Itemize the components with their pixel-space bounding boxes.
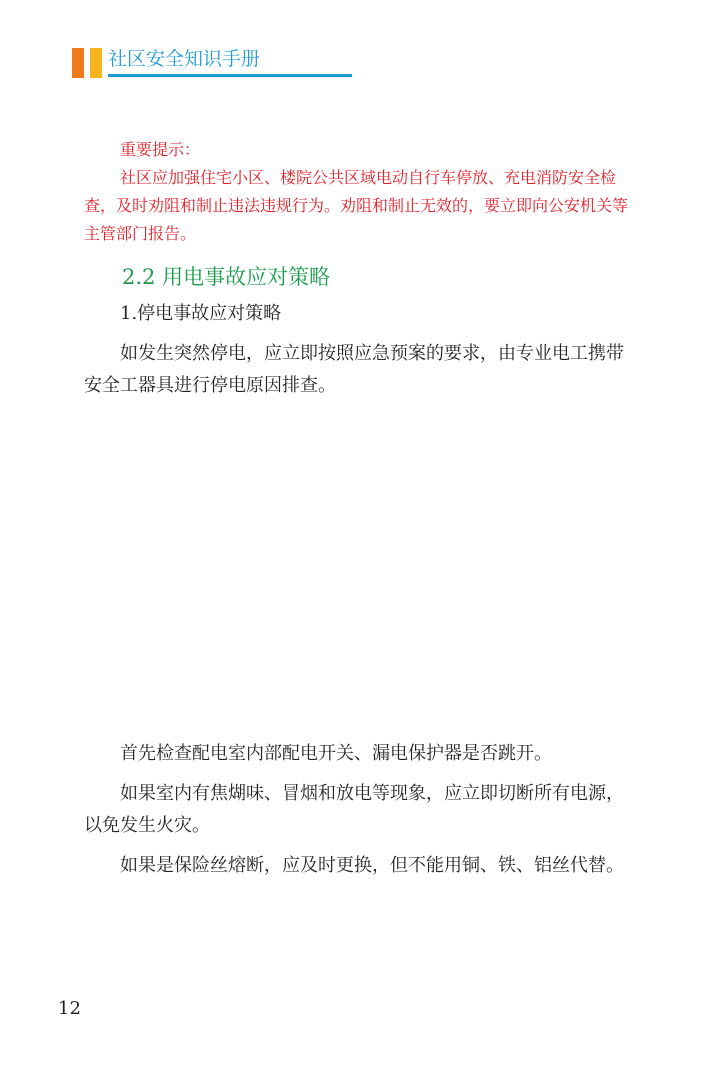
paragraph-smoke-burning: 如果室内有焦煳味、冒烟和放电等现象，应立即切断所有电源，以免发生火灾。 [84, 783, 624, 836]
subsection-title: 1.停电事故应对策略 [120, 303, 282, 324]
section-body-top [84, 298, 640, 402]
header-yellow-bar [90, 48, 102, 78]
section-title: 2.2 用电事故应对策略 [122, 265, 331, 289]
page-number: 12 [58, 998, 81, 1019]
book-title: 社区安全知识手册 [108, 48, 261, 70]
section-body-bottom [84, 738, 640, 882]
paragraph-check-switches: 首先检查配电室内部配电开关、漏电保护器是否跳开。 [120, 743, 552, 764]
important-notice [84, 136, 640, 248]
header-orange-bar [72, 48, 84, 78]
running-header [72, 44, 292, 80]
notice-heading: 重要提示： [120, 140, 201, 159]
paragraph-fuse: 如果是保险丝熔断，应及时更换，但不能用铜、铁、铝丝代替。 [120, 855, 624, 876]
header-underline [108, 74, 352, 77]
paragraph-power-outage: 如发生突然停电，应立即按照应急预案的要求，由专业电工携带安全工器具进行停电原因排查。 [84, 343, 624, 396]
notice-body: 社区应加强住宅小区、楼院公共区域电动自行车停放、充电消防安全检查，及时劝阻和制止违法违规行为。劝阻和制止无效的，要立即向公安机关等主管部门报告。 [84, 168, 629, 243]
